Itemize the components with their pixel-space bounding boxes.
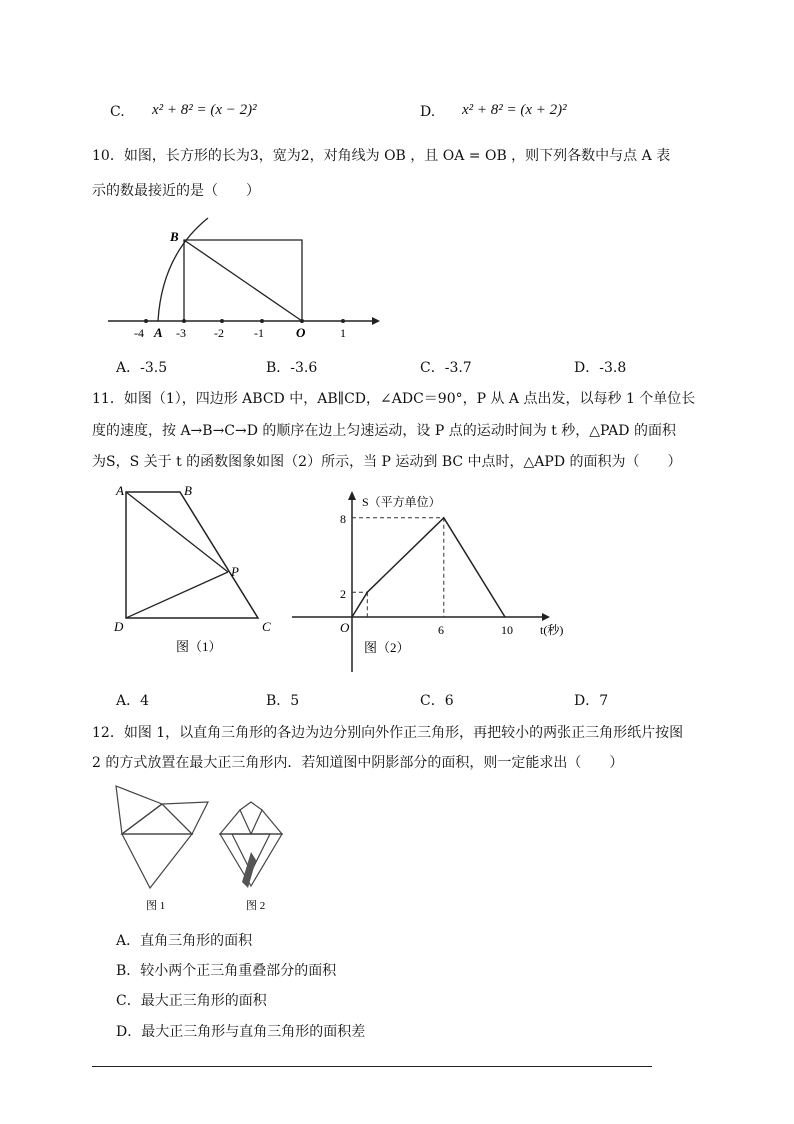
q12-option-d[interactable] <box>116 1021 365 1041</box>
option-value: 6 <box>444 693 454 709</box>
tick-label: -3 <box>176 326 186 340</box>
origin-label: O <box>340 620 350 635</box>
tick-label: -4 <box>134 326 144 340</box>
label-o: O <box>296 325 306 340</box>
caption: 图（2） <box>364 640 410 655</box>
option-value: -3.5 <box>140 360 168 376</box>
page-footer-rule <box>92 1066 652 1067</box>
label-c: C <box>262 619 271 634</box>
x-axis-label: t(秒) <box>540 623 564 637</box>
q10-option-d[interactable] <box>574 357 626 377</box>
q11-option-a[interactable] <box>116 690 149 710</box>
q9-option-c-label: C. <box>110 104 125 120</box>
q12-figures <box>110 782 300 917</box>
tick-label: -2 <box>214 326 224 340</box>
option-value: -3.6 <box>290 360 318 376</box>
option-value: 直角三角形的面积 <box>140 933 253 949</box>
label-a: A <box>154 325 163 340</box>
option-value: 7 <box>599 693 609 709</box>
option-value: 较小两个正三角重叠部分的面积 <box>140 963 337 979</box>
option-label: D． <box>574 360 600 376</box>
q11-text-line2: 度的速度，按 A→B→C→D 的顺序在边上匀速运动，设 P 点的运动时间为 t 秒，△PAD 的面积 <box>92 423 676 439</box>
figure-2-triangles <box>220 802 282 888</box>
option-value: 最大正三角形的面积 <box>140 993 267 1009</box>
y-tick-label: 8 <box>340 512 346 526</box>
y-axis-arrow <box>348 491 356 500</box>
q10-option-c[interactable] <box>420 357 472 377</box>
option-label: B． <box>266 693 291 709</box>
label-a: A <box>116 483 124 498</box>
q11-text-line3: 为S，S 关于 t 的函数图象如图（2）所示，当 P 运动到 BC 中点时，△APD 的面积为（ ） <box>92 454 682 470</box>
q12-text-line1: 12．如图 1，以直角三角形的各边为边分别向外作正三角形，再把较小的两张正三角形纸片按图 <box>92 725 684 741</box>
q11-figure-2 <box>290 486 580 676</box>
arc-oa <box>158 218 208 321</box>
option-label: C． <box>420 693 445 709</box>
segment-ap <box>126 492 228 572</box>
option-label: D． <box>574 693 600 709</box>
q11-text-line1: 11．如图（1），四边形 ABCD 中，AB∥CD，∠ADC＝90°，P 从 A 点出发，以每秒 1 个单位长 <box>92 391 696 407</box>
option-value: -3.7 <box>444 360 472 376</box>
q9-option-d-label: D. <box>420 104 436 120</box>
label-d: D <box>114 619 124 634</box>
q9-option-c-expression: x² + 8² = (x − 2)² <box>152 102 257 118</box>
option-label: B． <box>266 360 291 376</box>
x-axis-arrow <box>542 613 550 621</box>
option-value: 5 <box>290 693 300 709</box>
q9-option-d-expression: x² + 8² = (x + 2)² <box>462 102 567 118</box>
label-b: B <box>170 229 179 244</box>
x-tick-label: 6 <box>438 623 444 637</box>
option-value: 最大正三角形与直角三角形的面积差 <box>141 1024 366 1040</box>
option-label: A． <box>116 693 141 709</box>
q10-option-b[interactable] <box>266 357 317 377</box>
q11-figure-1 <box>108 480 288 660</box>
diagonal-ob <box>184 240 302 321</box>
label-b: B <box>184 483 192 498</box>
option-label: D． <box>116 1024 142 1040</box>
q11-option-b[interactable] <box>266 690 299 710</box>
segment-dp <box>126 572 228 618</box>
q12-option-c[interactable] <box>116 990 267 1010</box>
option-label: C． <box>420 360 445 376</box>
q10-text-line1: 10．如图，长方形的长为3，宽为2，对角线为 OB ，且 OA = OB ，则下列各数中与点 A 表 <box>92 148 671 164</box>
q12-option-b[interactable] <box>116 960 336 980</box>
option-value: 4 <box>140 693 150 709</box>
q12-text-line2: 2 的方式放置在最大正三角形内．若知道图中阴影部分的面积，则一定能求出（ ） <box>92 755 624 771</box>
q10-figure <box>100 210 385 345</box>
tick-label: -1 <box>254 326 264 340</box>
x-tick-label: 10 <box>501 623 513 637</box>
caption: 图（1） <box>176 639 222 654</box>
q10-text-line2: 示的数最接近的是（ ） <box>92 183 260 199</box>
quadrilateral-abcd <box>126 492 258 618</box>
caption-fig2: 图 2 <box>246 900 266 912</box>
label-p: P <box>231 564 239 579</box>
q12-option-a[interactable] <box>116 930 252 950</box>
option-label: A． <box>116 933 141 949</box>
option-label: A． <box>116 360 141 376</box>
figure-1-triangles <box>116 786 208 888</box>
q11-option-d[interactable] <box>574 690 608 710</box>
tick-label: 1 <box>340 326 346 340</box>
number-line-arrow <box>372 317 380 325</box>
q10-option-a[interactable] <box>116 357 167 377</box>
function-graph <box>352 518 505 617</box>
option-label: B． <box>116 963 141 979</box>
caption-fig1: 图 1 <box>146 900 166 912</box>
option-label: C． <box>116 993 141 1009</box>
y-tick-label: 2 <box>340 587 346 601</box>
series-line <box>352 518 505 617</box>
option-value: -3.8 <box>599 360 627 376</box>
q11-option-c[interactable] <box>420 690 454 710</box>
y-axis-label: S（平方单位） <box>362 495 441 509</box>
